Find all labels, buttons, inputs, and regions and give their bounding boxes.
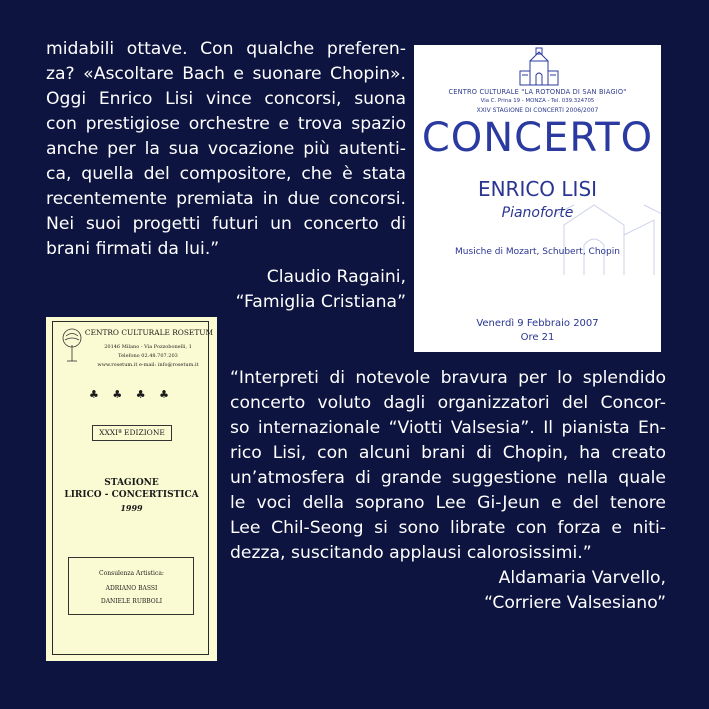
quote-line: Nei suoi progetti futuri un concerto di — [46, 214, 406, 234]
poster-organization: CENTRO CULTURALE "LA ROTONDA DI SAN BIAGIO" — [448, 88, 627, 96]
poster-address: Via C. Prina 19 - MONZA - Tel. 039.324705 — [480, 98, 595, 104]
attribution-author: Claudio Ragaini, — [266, 267, 406, 287]
quote-line: dezza, suscitando applausi calorosissimi.” — [230, 543, 592, 563]
rosetum-consulenza: Consulenza Artistica: — [99, 570, 164, 577]
poster-program: Musiche di Mozart, Schubert, Chopin — [455, 247, 620, 257]
attribution-source: “Corriere Valsesiano” — [484, 593, 666, 613]
clover-ornaments: ♣ ♣ ♣ ♣ — [89, 388, 174, 401]
poster-rosetum — [46, 317, 217, 661]
quote-varvello — [230, 366, 666, 566]
poster-season: XXIV STAGIONE DI CONCERTI 2006/2007 — [476, 107, 599, 114]
rosetum-name: DANIELE RUBBOLI — [100, 598, 163, 605]
rosetum-edition: XXXIª EDIZIONE — [92, 425, 172, 441]
quote-line: recentemente premiata in due concorsi. — [46, 189, 406, 209]
rosetum-phone: Telefono 02.48.707.203 — [118, 353, 178, 359]
poster-date: Venerdì 9 Febbraio 2007 — [476, 318, 599, 329]
quote-line: rico Lisi, con alcuni brani di Chopin, ha creato — [230, 443, 666, 463]
quote-line: so internazionale “Viotti Valsesia”. Il pianista En- — [230, 418, 666, 438]
attribution-varvello — [484, 566, 666, 616]
rosetum-name: ADRIANO BASSI — [105, 585, 158, 592]
quote-line: ca, quella del compositore, che è stata — [46, 164, 406, 184]
quote-line: za? «Ascoltare Bach e suonare Chopin». — [46, 64, 406, 84]
rosetum-address: 20146 Milano - Via Pozzobonelli, 1 — [104, 344, 192, 350]
rosetum-stagione: STAGIONE — [104, 478, 159, 488]
attribution-source: “Famiglia Cristiana” — [235, 292, 406, 312]
quote-line: con prestigiose orchestre e trova spazio — [46, 114, 406, 134]
quote-line: concerto voluto dagli organizzatori del Concor- — [230, 393, 666, 413]
poster-performer: ENRICO LISI — [477, 177, 598, 201]
quote-line: le voci della soprano Lee Gi-Jeun e del tenore — [230, 493, 666, 513]
quote-ragaini — [46, 37, 406, 262]
rosetum-year: 1999 — [120, 503, 143, 513]
quote-line: Lee Chil-Seong si sono librate con forza e niti- — [230, 518, 666, 538]
poster-time: Ore 21 — [520, 332, 555, 343]
quote-line: anche per la sua vocazione più autenti- — [46, 139, 406, 159]
quote-line: “Interpreti di notevole bravura per lo splendido — [230, 368, 666, 388]
quote-line: brani firmati da lui.” — [46, 239, 220, 259]
rosetum-organization: CENTRO CULTURALE ROSETUM — [84, 328, 214, 337]
quote-line: Oggi Enrico Lisi vince concorsi, suona — [46, 89, 406, 109]
attribution-ragaini — [236, 265, 406, 315]
poster-instrument: Pianoforte — [501, 205, 574, 221]
quote-line: un’atmosfera di grande suggestione nella quale — [230, 468, 666, 488]
rosetum-stagione-type: LIRICO - CONCERTISTICA — [64, 490, 199, 500]
poster-concerto — [414, 45, 661, 352]
quote-line: midabili ottave. Con qualche preferen- — [46, 39, 406, 59]
attribution-author: Aldamaria Varvello, — [498, 568, 666, 588]
tree-icon — [57, 327, 87, 363]
poster-title: CONCERTO — [421, 115, 654, 161]
church-icon — [516, 47, 562, 87]
rosetum-web: www.rosetum.it e-mail: info@rosetum.it — [97, 362, 199, 368]
